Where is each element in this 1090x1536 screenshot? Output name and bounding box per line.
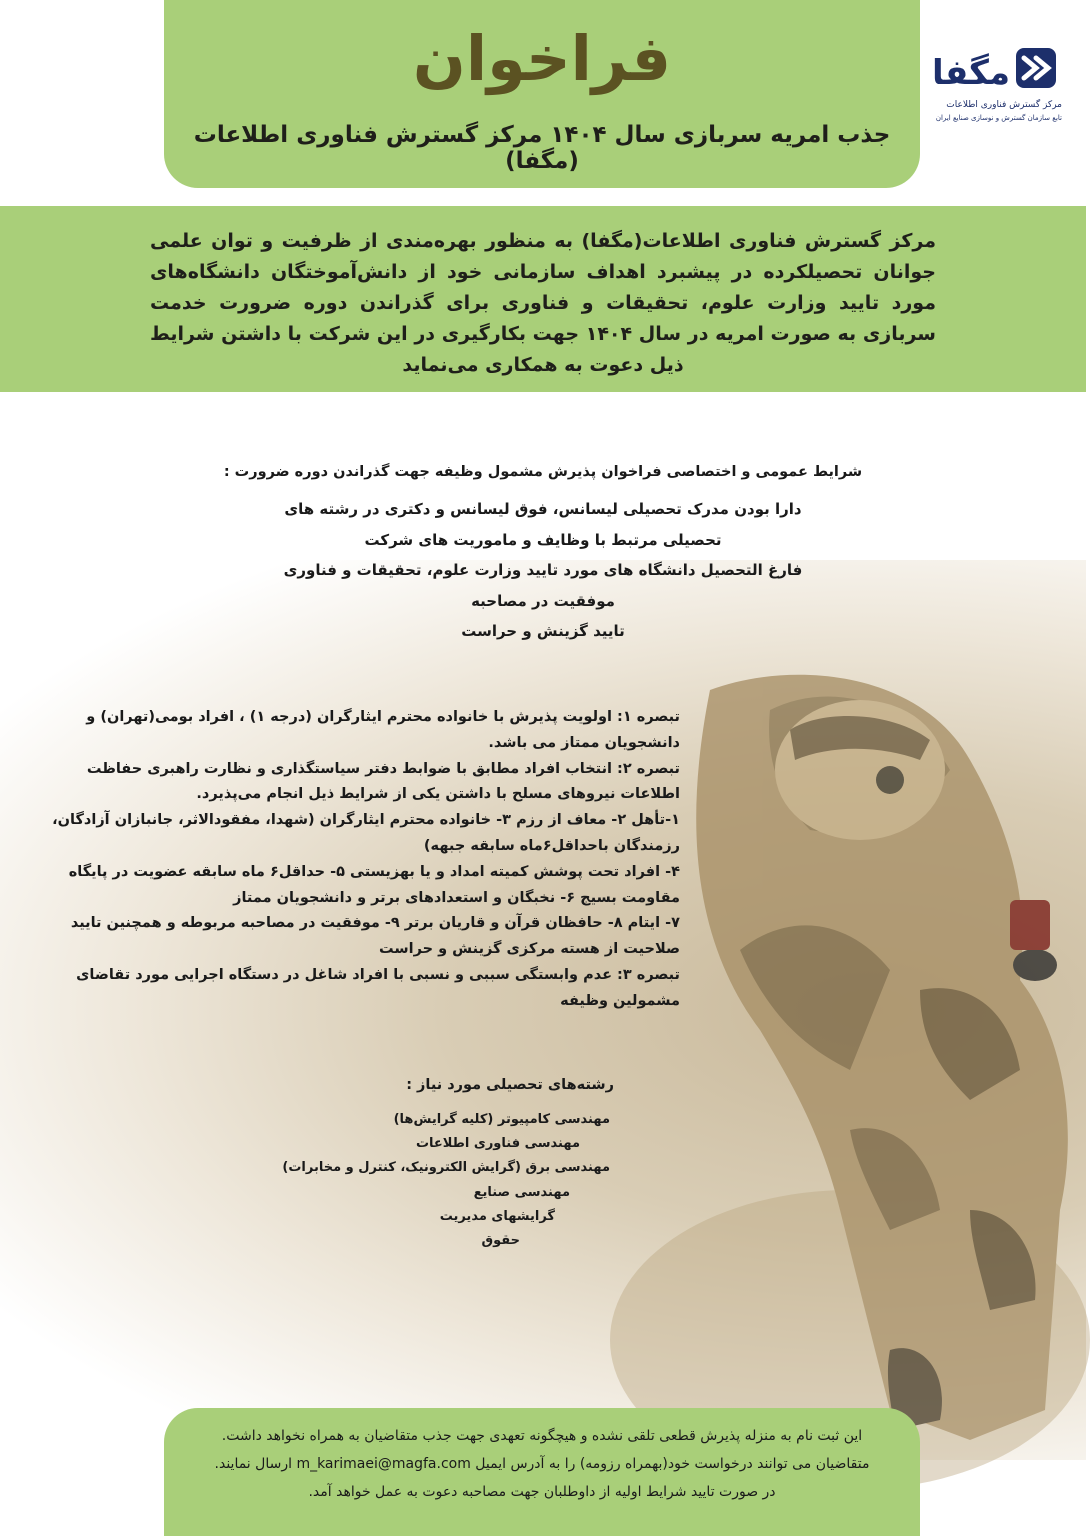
note-item: ۱-تأهل ۲- معاف از رزم ۳- خانواده محترم ایثارگران (شهدا، مفقودالاثر، جانبازان آزادگان، رزمندگان باحداقل۶ماه سابقه جبهه) — [52, 812, 680, 854]
page-subtitle: جذب امریه سربازی سال ۱۴۰۴ مرکز گسترش فناوری اطلاعات (مگفا) — [193, 122, 891, 174]
majors-list — [240, 1108, 610, 1253]
intro-banner — [0, 206, 1086, 392]
major-item: مهندسی فناوری اطلاعات — [415, 1136, 580, 1152]
note-item: تبصره ۱: اولویت پذیرش با خانواده محترم ایثارگران (درجه ۱) ، افراد بومی(تهران) و دانشجویان ممتاز می باشد. — [86, 709, 680, 751]
logo-caption: مرکز گسترش فناوری اطلاعات — [946, 100, 1062, 110]
majors-title: رشته‌های تحصیلی مورد نیاز : — [406, 1077, 614, 1093]
major-item: گرایشهای مدیریت — [439, 1208, 555, 1224]
major-item: حقوق — [481, 1233, 520, 1249]
note-item: ۴- افراد تحت پوشش کمیته امداد و یا بهزیستی ۵- حداقل۶ ماه سابقه عضویت در پایگاه مقاومت بسیج ۶- نخبگان و استعدادهای برتر و دانشجویان ممتاز — [68, 863, 680, 906]
magfa-logo — [931, 40, 1062, 140]
major-item: مهندسی صنایع — [473, 1184, 570, 1200]
notes-list — [40, 705, 680, 1015]
footer-line: در صورت تایید شرایط اولیه از داوطلبان جهت مصاحبه دعوت به عمل خواهد آمد. — [308, 1484, 776, 1500]
condition-item: تحصیلی مرتبط با وظایف و ماموریت های شرکت — [364, 530, 722, 549]
note-item: تبصره ۲: انتخاب افراد مطابق با ضوابط دفتر سیاستگذاری و نظارت راهبری حفاظت اطلاعات نیروهای مسلح با داشتن یکی از شرایط ذیل انجام می‌پذیرد. — [86, 760, 680, 803]
conditions-title: شرایط عمومی و اختصاصی فراخوان پذیرش مشمول وظیفه جهت گذراندن دوره ضرورت : — [223, 464, 863, 480]
intro-text: مرکز گسترش فناوری اطلاعات(مگفا) به منظور بهره‌مندی از ظرفیت و توان علمی جوانان تحصیلکرده در پیشبرد اهداف سازمانی خود از دانش‌آموختگان دانشگاه‌های مورد تایید وزارت علوم، تحقیقات و فناوری برای گذراندن دوره ضرورت خدمت سربازی به صورت امریه در سال ۱۴۰۴ جهت بکارگیری در این شرکت با داشتن شرایط ذیل دعوت به همکاری می‌نماید — [150, 230, 936, 376]
condition-item: موفقیت در مصاحبه — [471, 591, 615, 610]
logo-brand: مگفا — [931, 53, 1010, 93]
note-item: ۷- ایتام ۸- حافظان قرآن و قاریان برتر ۹- موفقیت در مصاحبه مربوطه و همچنین تایید صلاحیت از هسته مرکزی گزینش و حراست — [70, 915, 680, 958]
magfa-logo-mark — [931, 40, 1062, 98]
condition-item: فارغ التحصیل دانشگاه های مورد تایید وزارت علوم، تحقیقات و فناوری — [283, 561, 803, 579]
note-item: تبصره ۳: عدم وابستگی سببی و نسبی با افراد شاغل در دستگاه اجرایی مورد تقاضای مشمولین وظیفه — [76, 966, 680, 1009]
header-banner — [164, 0, 920, 188]
page-title: فراخوان — [412, 22, 672, 95]
condition-item: تایید گزینش و حراست — [461, 622, 625, 640]
footer-line: متقاضیان می توانند درخواست خود(بهمراه رزومه) را به آدرس ایمیل m_karimaei@magfa.com ارسال نمایند. — [214, 1456, 870, 1472]
major-item: مهندسی برق (گرایش الکترونیک، کنترل و مخابرات) — [282, 1160, 610, 1176]
major-item: مهندسی کامپیوتر (کلیه گرایش‌ها) — [393, 1112, 610, 1127]
footer-line: این ثبت نام به منزله پذیرش قطعی تلقی نشده و هیچگونه تعهدی جهت جذب متقاضیان به همراه نخواهد داشت. — [221, 1428, 863, 1444]
conditions-list — [180, 494, 906, 647]
footer-banner — [164, 1408, 920, 1536]
footer-notes — [184, 1422, 900, 1506]
logo-subcaption: تابع سازمان گسترش و نوسازی صنایع ایران — [935, 114, 1062, 122]
condition-item: دارا بودن مدرک تحصیلی لیسانس، فوق لیسانس و دکتری در رشته های — [284, 500, 802, 518]
